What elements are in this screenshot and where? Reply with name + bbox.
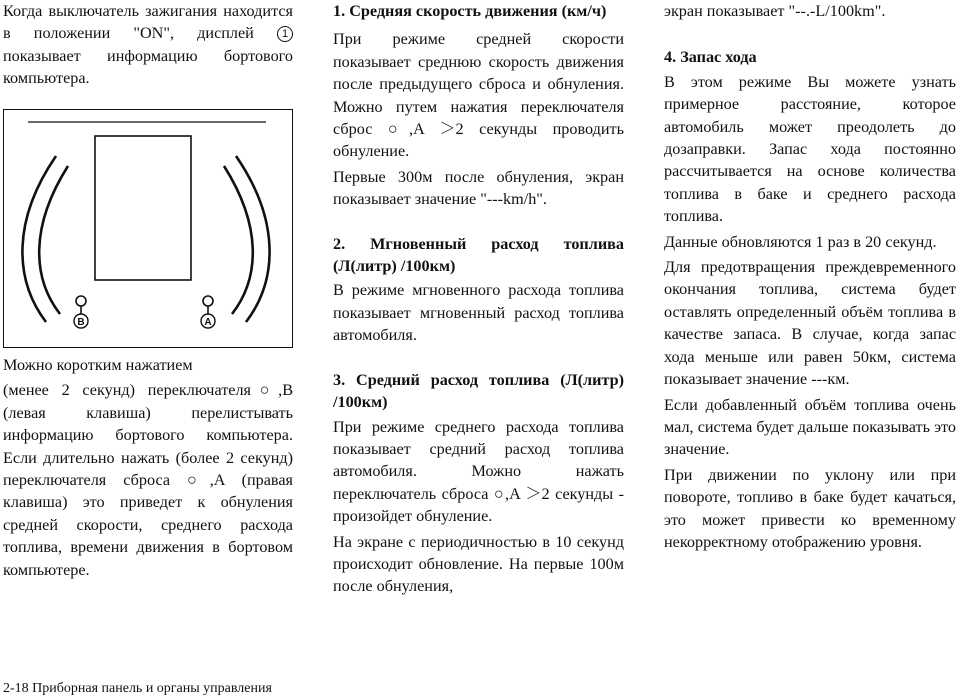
left-arc-inner bbox=[39, 166, 68, 314]
heading-instant-consumption: 2. Мгновенный расход топлива (Л(литр) /100км) bbox=[333, 234, 624, 276]
display-screen bbox=[95, 136, 191, 280]
middle-column bbox=[333, 0, 624, 598]
cluster-drawing bbox=[4, 110, 291, 346]
average-consumption-desc: При режиме среднего расхода топлива показывает средний расход топлива автомобиля. Можно нажать переключатель сброса ○,A ＞2 секунды - произойдет обнуление. bbox=[333, 417, 624, 526]
average-speed-note: Первые 300м после обнуления, экран показывает значение "---km/h". bbox=[333, 167, 624, 209]
instant-consumption-desc: В режиме мгновенного расхода топлива показывает мгновенный расход топлива автомобиля. bbox=[333, 281, 624, 345]
range-slope: При движении по уклону или при повороте, топливо в баке будет качаться, это может привести ко временному некорректному отображению уровня. bbox=[664, 465, 956, 551]
range-small-refuel: Если добавленный объём топлива очень мал, система будет дальше показывать это значение. bbox=[664, 395, 956, 459]
range-reserve: Для предотвращения преждевременного окончания топлива, система будет оставлять определенный объём топлива в качестве запаса. В случае, когда запас хода меньше или равен 50км, система показывает значение ---км. bbox=[664, 258, 956, 389]
heading-range: 4. Запас хода bbox=[664, 48, 757, 67]
left-column-lower bbox=[3, 354, 293, 581]
label-a: A bbox=[204, 317, 212, 328]
continued-text: экран показывает "--.-L/100km". bbox=[664, 2, 886, 20]
label-b: B bbox=[77, 317, 85, 328]
short-press-lead: Можно коротким нажатием bbox=[3, 356, 193, 374]
right-arc-inner bbox=[224, 166, 253, 314]
spacer bbox=[333, 211, 624, 233]
page-footer: 2-18 Приборная панель и органы управления bbox=[3, 681, 272, 696]
intro-text-end: показывает информацию бортового компьютера. bbox=[3, 46, 293, 88]
heading-average-speed: 1. Средняя скорость движения (км/ч) bbox=[333, 2, 607, 20]
button-b-knob bbox=[76, 296, 86, 306]
display-marker-1: 1 bbox=[277, 26, 293, 42]
spacer bbox=[333, 347, 624, 369]
range-desc: В этом режиме Вы можете узнать примерное расстояние, которое автомобиль может преодолеть до дозаправки. Запас хода постоянно рассчитывается на основе количества топлива в баке и среднего расхода топлива. bbox=[664, 72, 956, 226]
average-speed-desc: При режиме средней скорости показывает среднюю скорость движения после предыдущего сброса и обнуления. Можно путем нажатия переключателя сброс ○,A ＞2 секунды проводить обнуление. bbox=[333, 30, 624, 161]
switch-instructions: (менее 2 секунд) переключателя○,B (левая клавиша) перелистывать информацию бортового компьютера. Если длительно нажать (более 2 секунд) переключателя сброса ○,A (правая клавиша) это приведет к обнуления средней скорости, среднего расхода топлива, времени движения в бортовом компьютере. bbox=[3, 381, 293, 579]
heading-average-consumption: 3. Средний расход топлива (Л(литр) /100км) bbox=[333, 370, 624, 412]
left-column bbox=[3, 0, 293, 90]
button-a-knob bbox=[203, 296, 213, 306]
intro-text-start: Когда выключатель зажигания находится в положении "ON", дисплей bbox=[3, 2, 293, 43]
spacer bbox=[664, 22, 956, 46]
right-column bbox=[664, 0, 956, 553]
instrument-cluster-figure bbox=[3, 109, 293, 348]
intro-paragraph bbox=[3, 0, 293, 90]
range-update: Данные обновляются 1 раз в 20 секунд. bbox=[664, 232, 937, 251]
average-consumption-update: На экране с периодичностью в 10 секунд происходит обновление. На первые 100м после обнуления, bbox=[333, 532, 624, 596]
